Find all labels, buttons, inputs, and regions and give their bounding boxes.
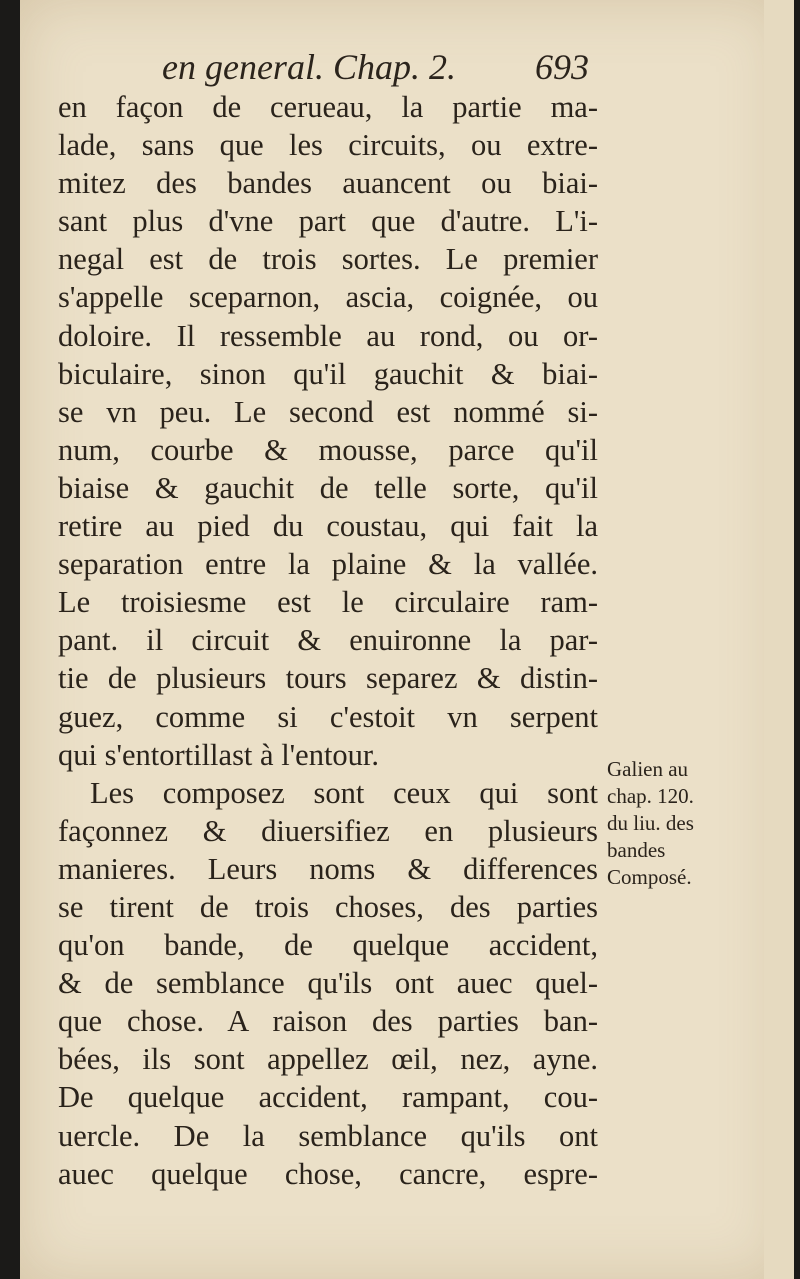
page-number: 693 [535,47,589,87]
text-line: separation entre la plaine & la vallée. [58,547,598,582]
text-line: qu'on bande, de quelque accident, [58,928,598,963]
margin-note-line: Composé. [607,865,692,889]
text-line: qui s'entortillast à l'entour. [58,737,380,772]
text-line: tie de plusieurs tours separez & distin- [58,661,598,696]
text-line: façonnez & diuersifiez en plusieurs [58,813,598,848]
margin-note [607,756,757,891]
text-line: s'appelle sceparnon, ascia, coignée, ou [58,280,598,315]
text-line: & de semblance qu'ils ont auec quel- [58,966,598,1001]
text-line: biculaire, sinon qu'il gauchit & biai- [58,356,598,391]
text-line: uercle. De la semblance qu'ils ont [58,1118,598,1153]
body-text [58,88,598,1193]
text-line: lade, sans que les circuits, ou extre- [58,128,598,163]
text-line: biaise & gauchit de telle sorte, qu'il [58,470,598,505]
text-line: se vn peu. Le second est nommé si- [58,394,598,429]
text-line: bées, ils sont appellez œil, nez, ayne. [58,1042,598,1077]
text-line: num, courbe & mousse, parce qu'il [58,432,598,467]
text-line: en façon de cerueau, la partie ma- [58,90,598,124]
margin-note-line: du liu. des [607,811,694,835]
text-line: doloire. Il ressemble au rond, ou or- [58,318,598,353]
text-line: negal est de trois sortes. Le premier [58,242,598,277]
text-line: Les composez sont ceux qui sont [90,775,598,810]
text-line: sant plus d'vne part que d'autre. L'i- [58,204,598,239]
margin-note-line: chap. 120. [607,784,694,808]
text-line: De quelque accident, rampant, cou- [58,1080,598,1115]
text-line: pant. il circuit & enuironne la par- [58,623,598,658]
text-line: manieres. Leurs noms & differences [58,851,598,886]
running-title: en general. Chap. 2. [162,47,456,87]
book-page [20,0,782,1279]
text-line: Le troisiesme est le circulaire ram- [58,585,598,620]
margin-note-line: bandes [607,838,666,862]
text-line: retire au pied du coustau, qui fait la [58,509,598,544]
text-line: se tirent de trois choses, des parties [58,889,598,924]
text-line: mitez des bandes auancent ou biai- [58,166,598,201]
text-line: guez, comme si c'estoit vn serpent [58,699,598,734]
margin-note-line: Galien au [607,757,689,781]
text-line: que chose. A raison des parties ban- [58,1004,598,1039]
text-line: auec quelque chose, cancre, espre- [58,1156,598,1191]
